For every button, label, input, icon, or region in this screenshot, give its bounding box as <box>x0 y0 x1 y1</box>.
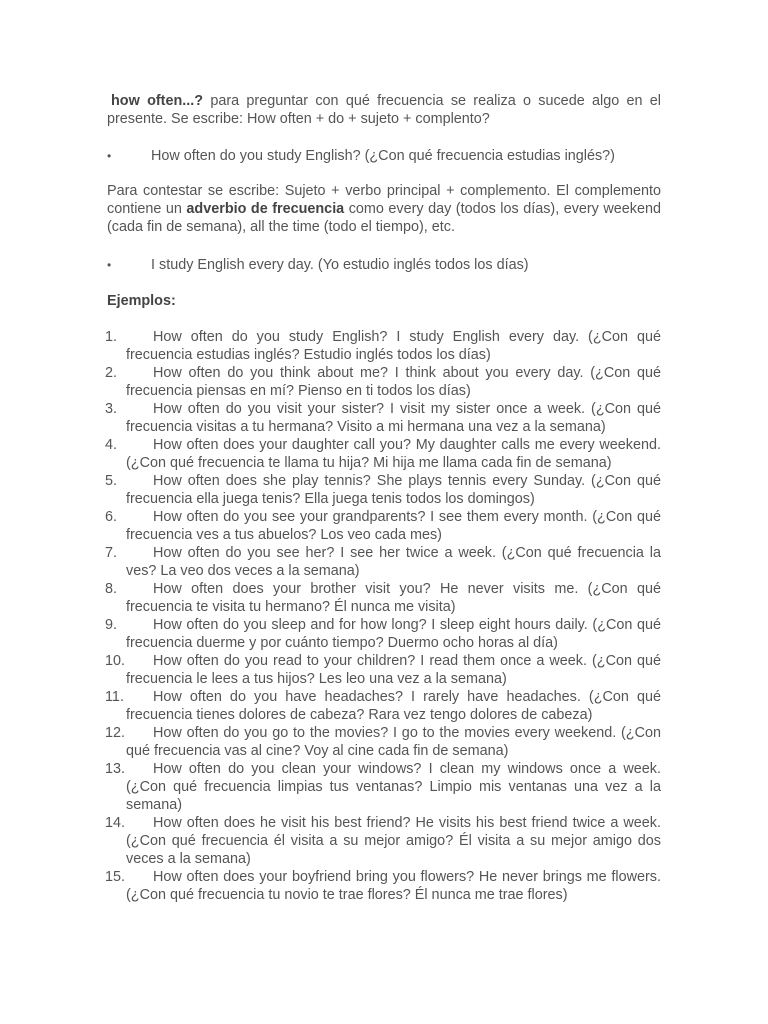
list-item <box>107 724 661 760</box>
list-item-text: How often does she play tennis? She plays tennis every Sunday. (¿Con qué frecuencia ella juega tenis? Ella juega tenis todos los domingos) <box>126 473 661 507</box>
intro-paragraph <box>107 92 661 128</box>
list-item <box>107 868 661 904</box>
list-item-number: 10. <box>105 653 126 669</box>
bullet-marker: • <box>107 149 112 163</box>
examples-heading: Ejemplos: <box>107 293 176 309</box>
bullet-item <box>107 147 661 165</box>
list-item-number: 4. <box>105 437 118 453</box>
list-item <box>107 688 661 724</box>
list-item-number: 13. <box>105 761 126 777</box>
list-item-number: 12. <box>105 725 126 741</box>
list-item-number: 2. <box>105 365 118 381</box>
list-item <box>107 814 661 868</box>
list-item-number: 9. <box>105 617 118 633</box>
list-item-text: How often do you read to your children? I read them once a week. (¿Con qué frecuencia le lees a tus hijos? Les leo una vez a la semana) <box>126 653 661 687</box>
list-item-number: 3. <box>105 401 118 417</box>
intro-lead-bold: how often...? <box>111 93 204 109</box>
list-item <box>107 364 661 400</box>
list-item-text: How often does your brother visit you? He never visits me. (¿Con qué frecuencia te visita tu hermano? Él nunca me visita) <box>126 581 661 615</box>
list-item-text: How often does your boyfriend bring you flowers? He never brings me flowers. (¿Con qué frecuencia tu novio te trae flores? Él nunca me trae flores) <box>126 869 661 903</box>
answer-bold-term: adverbio de frecuencia <box>186 201 345 217</box>
list-item-text: How often do you sleep and for how long? I sleep eight hours daily. (¿Con qué frecuencia duerme y por cuánto tiempo? Duermo ocho horas al día) <box>126 617 661 651</box>
list-item-text: How often does he visit his best friend? He visits his best friend twice a week. (¿Con qué frecuencia él visita a su mejor amigo? Él visita a su mejor amigo dos veces a la semana) <box>126 815 661 867</box>
list-item <box>107 580 661 616</box>
list-item-text: How often do you clean your windows? I clean my windows once a week. (¿Con qué frecuencia limpias tus ventanas? Limpio mis ventanas una vez a la semana) <box>126 761 661 813</box>
list-item <box>107 472 661 508</box>
list-item <box>107 328 661 364</box>
list-item <box>107 436 661 472</box>
answer-text-part2: como every day (todos los días), every weekend (cada fin de semana), all the time (todo el tiempo), etc. <box>107 201 661 235</box>
list-item <box>107 652 661 688</box>
list-item-number: 6. <box>105 509 118 525</box>
list-item-number: 11. <box>105 689 124 705</box>
intro-lead-text: para preguntar con qué frecuencia se realiza o sucede algo en el presente. Se escribe: How often + do + sujeto + complento? <box>107 93 661 127</box>
answer-paragraph <box>107 182 661 236</box>
list-item <box>107 508 661 544</box>
list-item-text: How often do you go to the movies? I go to the movies every weekend. (¿Con qué frecuencia vas al cine? Voy al cine cada fin de semana) <box>126 725 661 759</box>
list-item-number: 8. <box>105 581 118 597</box>
list-item-number: 1. <box>105 329 118 345</box>
list-item-text: How often does your daughter call you? My daughter calls me every weekend. (¿Con qué frecuencia te llama tu hija? Mi hija me llama cada fin de semana) <box>126 437 661 471</box>
examples-list <box>107 328 661 904</box>
bullet-marker: • <box>107 258 112 272</box>
list-item-text: How often do you visit your sister? I visit my sister once a week. (¿Con qué frecuencia visitas a tu hermana? Visito a mi hermana una vez a la semana) <box>126 401 661 435</box>
list-item <box>107 400 661 436</box>
list-item <box>107 616 661 652</box>
bullet-text: I study English every day. (Yo estudio inglés todos los días) <box>151 257 529 273</box>
bullet-item <box>107 256 661 274</box>
list-item <box>107 760 661 814</box>
list-item-text: How often do you have headaches? I rarely have headaches. (¿Con qué frecuencia tienes dolores de cabeza? Rara vez tengo dolores de cabeza) <box>126 689 661 723</box>
list-item-number: 5. <box>105 473 118 489</box>
list-item-text: How often do you see her? I see her twice a week. (¿Con qué frecuencia la ves? La veo dos veces a la semana) <box>126 545 661 579</box>
list-item <box>107 544 661 580</box>
bullet-text: How often do you study English? (¿Con qué frecuencia estudias inglés?) <box>151 148 615 164</box>
list-item-number: 14. <box>105 815 126 831</box>
list-item-number: 15. <box>105 869 126 885</box>
answer-text-part1: Para contestar se escribe: Sujeto + verbo principal + complemento. El complemento contiene un <box>107 183 661 217</box>
list-item-text: How often do you think about me? I think about you every day. (¿Con qué frecuencia piensas en mí? Pienso en ti todos los días) <box>126 365 661 399</box>
list-item-text: How often do you study English? I study English every day. (¿Con qué frecuencia estudias inglés? Estudio inglés todos los días) <box>126 329 661 363</box>
list-item-number: 7. <box>105 545 118 561</box>
list-item-text: How often do you see your grandparents? I see them every month. (¿Con qué frecuencia ves a tus abuelos? Los veo cada mes) <box>126 509 661 543</box>
